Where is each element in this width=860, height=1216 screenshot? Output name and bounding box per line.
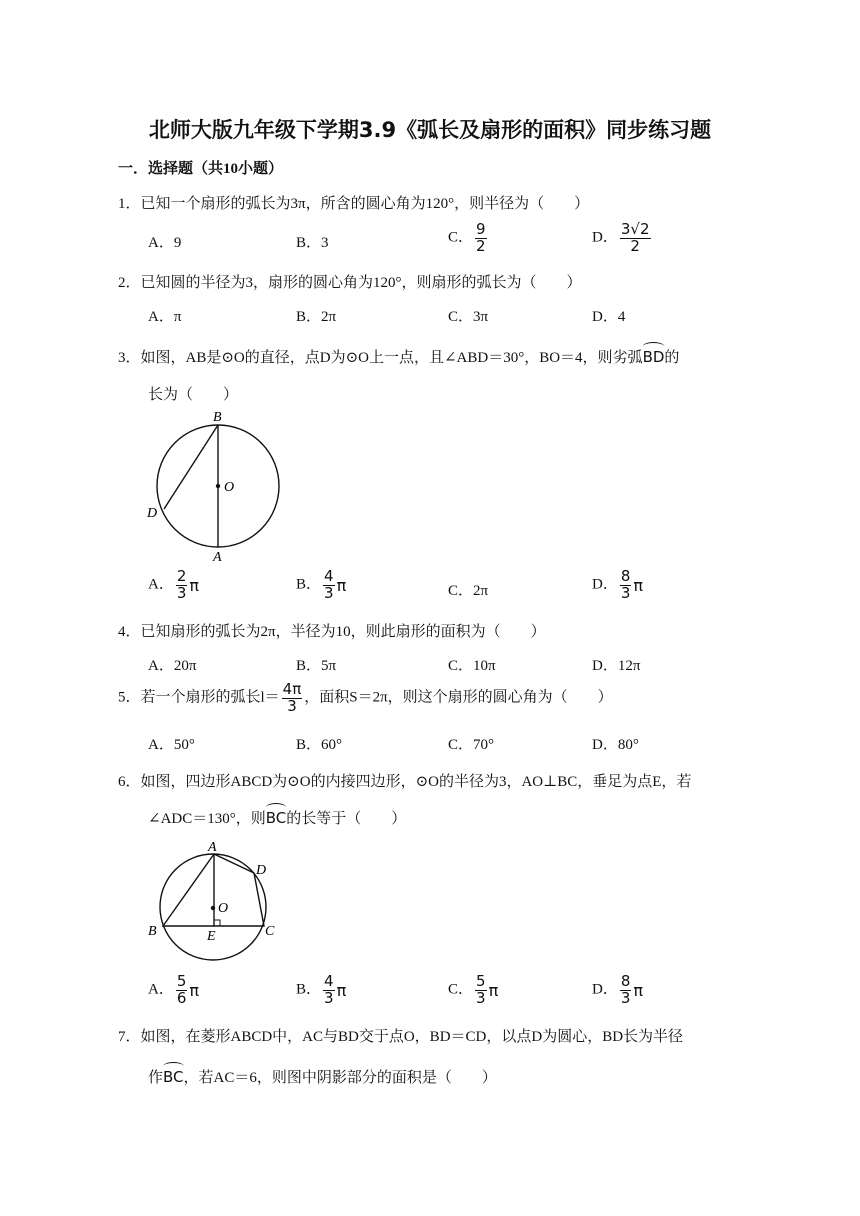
question-3-text <box>118 346 679 367</box>
section-heading: 一．选择题（共10小题） <box>118 161 284 177</box>
q5-option-a: A．50° <box>148 737 195 753</box>
fraction-numerator: 2 <box>176 567 187 585</box>
q6-option-c <box>448 974 498 1007</box>
fraction <box>176 569 188 602</box>
q6-option-d <box>592 974 643 1007</box>
question-7-line2-start: 作 <box>148 1070 164 1086</box>
question-3-line2: 长为（ ） <box>148 387 239 403</box>
label-b: B <box>148 924 157 939</box>
fraction-denominator: 2 <box>630 236 640 255</box>
question-7-text: 7．如图，在菱形ABCD中，AC与BD交于点O，BD＝CD，以点D为圆心，BD长为半径 <box>118 1029 684 1045</box>
q3-option-a <box>148 569 199 602</box>
q1-option-a: A．9 <box>148 235 182 251</box>
arc-notation: BC <box>265 809 287 827</box>
arc-notation: BD <box>642 348 665 366</box>
question-5-stem-end: ，面积S＝2π，则这个扇形的圆心角为（ ） <box>304 689 613 706</box>
question-6-text: 6．如图，四边形ABCD为⊙O的内接四边形，⊙O的半径为3，AO⊥BC，垂足为点E，若 <box>118 774 692 790</box>
fraction <box>323 569 335 602</box>
fraction-numerator: 4 <box>324 567 334 585</box>
question-2-text: 2．已知圆的半径为3，扇形的圆心角为120°，则扇形的弧长为（ ） <box>118 275 582 291</box>
question-3-stem: 3．如图，AB是⊙O的直径，点D为⊙O上一点，且∠ABD＝30°，BO＝4，则劣弧 <box>118 350 643 366</box>
fraction <box>475 974 487 1007</box>
pi-symbol: π <box>633 575 644 595</box>
fraction-numerator: 3√2 <box>620 220 650 238</box>
fraction-denominator: 3 <box>176 583 187 602</box>
option-prefix: C． <box>448 229 474 246</box>
fraction-numerator: 8 <box>620 972 631 990</box>
q2-option-b: B．2π <box>296 309 337 325</box>
fraction-denominator: 3 <box>324 583 334 602</box>
fraction <box>176 974 188 1007</box>
fraction-denominator: 3 <box>324 988 334 1007</box>
label-e: E <box>207 929 216 944</box>
option-prefix: D． <box>592 576 618 593</box>
center-point <box>211 906 215 910</box>
pi-symbol: π <box>336 980 347 1000</box>
question-7-line2-end: ，若AC＝6，则图中阴影部分的面积是（ ） <box>183 1070 497 1086</box>
fraction-numerator: 9 <box>476 220 486 238</box>
arc-notation: BC <box>163 1068 184 1086</box>
fraction-denominator: 2 <box>476 236 486 255</box>
label-c: C <box>265 924 275 939</box>
label-a: A <box>208 840 217 855</box>
option-prefix: D． <box>592 229 618 246</box>
fraction-denominator: 6 <box>176 988 187 1007</box>
option-prefix: B． <box>296 981 322 998</box>
pi-symbol: π <box>189 980 200 1000</box>
label-d: D <box>256 863 267 878</box>
fraction <box>475 222 487 255</box>
fraction <box>323 974 335 1007</box>
option-prefix: D． <box>592 981 618 998</box>
pi-symbol: π <box>633 980 644 1000</box>
q5-option-c: C．70° <box>448 737 495 753</box>
question-1-text: 1．已知一个扇形的弧长为3π，所含的圆心角为120°，则半径为（ ） <box>118 196 590 212</box>
q3-option-c: C．2π <box>448 583 489 599</box>
fraction <box>620 222 651 255</box>
q6-circle-figure <box>140 838 290 950</box>
label-b: B <box>213 410 222 425</box>
q2-option-c: C．3π <box>448 309 489 325</box>
q5-option-d: D．80° <box>592 737 639 753</box>
q4-option-c: C．10π <box>448 658 496 674</box>
question-7-line2 <box>148 1066 497 1087</box>
fraction-denominator: 3 <box>620 583 631 602</box>
fraction-numerator: 5 <box>476 972 486 990</box>
question-4-text: 4．已知扇形的弧长为2π，半径为10，则此扇形的面积为（ ） <box>118 624 546 640</box>
q2-option-a: A．π <box>148 309 182 325</box>
option-prefix: C． <box>448 981 474 998</box>
fraction <box>620 974 632 1007</box>
option-prefix: A． <box>148 981 174 998</box>
q4-option-b: B．5π <box>296 658 337 674</box>
q6-option-b <box>296 974 346 1007</box>
question-5-stem: 5．若一个扇形的弧长l＝ <box>118 689 280 706</box>
pi-symbol: π <box>189 575 200 595</box>
q3-circle-figure <box>140 405 300 565</box>
fraction-numerator: 4 <box>324 972 334 990</box>
fraction <box>282 682 303 715</box>
q3-option-b <box>296 569 346 602</box>
q3-option-d <box>592 569 643 602</box>
fraction-denominator: 3 <box>287 696 297 715</box>
fraction-numerator: 8 <box>620 567 631 585</box>
label-a: A <box>213 550 222 565</box>
right-angle-mark <box>214 920 220 926</box>
question-6-line2-end: 的长等于（ ） <box>286 811 407 827</box>
question-5-text <box>118 682 613 715</box>
chord-bd <box>164 425 218 509</box>
question-6-line2 <box>148 807 406 828</box>
fraction-denominator: 3 <box>476 988 486 1007</box>
q2-option-d: D．4 <box>592 309 626 325</box>
center-point <box>216 484 220 488</box>
label-d: D <box>147 506 158 521</box>
fraction-numerator: 5 <box>176 972 187 990</box>
question-3-stem-end: 的 <box>664 350 680 366</box>
fraction-numerator: 4π <box>282 680 302 698</box>
q4-option-d: D．12π <box>592 658 641 674</box>
pi-symbol: π <box>336 575 347 595</box>
page-title: 北师大版九年级下学期3.9《弧长及扇形的面积》同步练习题 <box>148 118 712 142</box>
label-o: O <box>218 901 229 916</box>
pi-symbol: π <box>488 980 499 1000</box>
q1-option-d <box>592 222 653 255</box>
q1-option-c <box>448 222 489 255</box>
option-prefix: A． <box>148 576 174 593</box>
label-o: O <box>224 480 235 495</box>
fraction-denominator: 3 <box>620 988 631 1007</box>
fraction <box>620 569 632 602</box>
q6-option-a <box>148 974 199 1007</box>
q5-option-b: B．60° <box>296 737 343 753</box>
q1-option-b: B．3 <box>296 235 329 251</box>
question-6-line2-start: ∠ADC＝130°，则 <box>148 811 266 827</box>
q4-option-a: A．20π <box>148 658 197 674</box>
option-prefix: B． <box>296 576 322 593</box>
